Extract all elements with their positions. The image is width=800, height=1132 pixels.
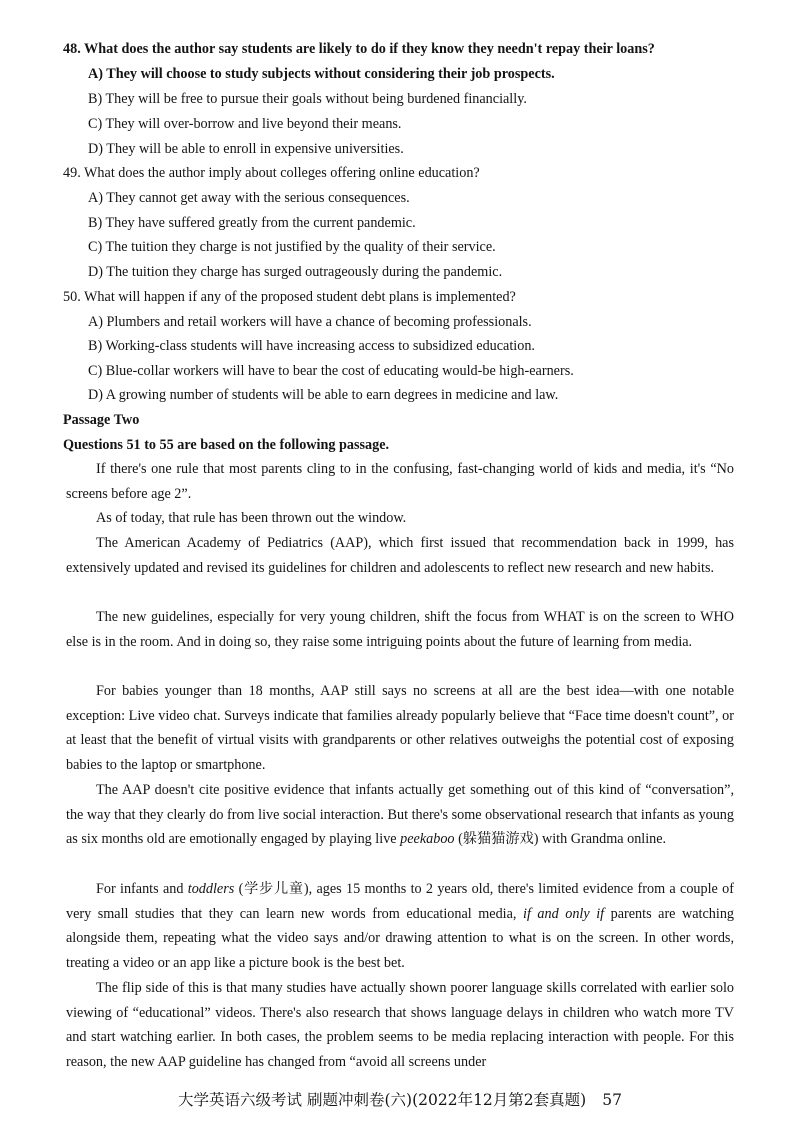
italic-term-peekaboo: peekaboo [400, 831, 455, 848]
option-text: Working-class students will have increasing access to subsidized education. [105, 338, 535, 354]
question-50-option-c [88, 362, 574, 380]
question-text: What will happen if any of the proposed student debt plans is implemented? [84, 289, 516, 305]
paragraph-text: The AAP doesn't cite positive evidence that infants actually get something out of this kind of “conversation”, the way that they clearly do from live social interaction. But there's some observational research that infants as young as six months old are emotionally engaged by playing live [66, 782, 734, 848]
passage-paragraph-8: The flip side of this is that many studies have actually shown poorer language skills correlated with earlier solo viewing of “educational” videos. There's also research that shows language delays in children who watch more TV and start watching earlier. In both cases, the problem seems to be media replacing interaction with people. For this reason, the new AAP guideline has changed from “avoid all screens under [66, 980, 734, 1070]
option-text: They will over-borrow and live beyond their means. [105, 116, 402, 132]
question-50-option-d [88, 386, 558, 404]
paragraph-text: parents are watching alongside them, repeating what the video says and/or drawing attention to what is on the screen. In other words, treating a video or an app like a picture book is the best bet. [66, 905, 735, 971]
option-letter: A) [88, 314, 103, 330]
option-text: Plumbers and retail workers will have a chance of becoming professionals. [106, 314, 532, 330]
question-48-option-a [88, 65, 555, 83]
question-number: 48. [63, 41, 81, 57]
question-50-stem [63, 288, 516, 306]
option-text: They have suffered greatly from the current pandemic. [105, 215, 416, 231]
passage-title: Passage Two [63, 412, 140, 428]
passage-paragraph-7 [66, 877, 734, 975]
italic-term-toddlers: toddlers [187, 881, 235, 897]
option-text: Blue-collar workers will have to bear the cost of educating would-be high-earners. [105, 363, 574, 379]
option-text: A growing number of students will be able to earn degrees in medicine and law. [105, 387, 559, 403]
passage-paragraph-4: The new guidelines, especially for very young children, shift the focus from WHAT is on the screen to WHO else is in the room. And in doing so, they raise some intriguing points about the future of learning from media. [66, 609, 734, 650]
question-50-option-a [88, 313, 532, 331]
page-number: 57 [602, 1091, 622, 1109]
option-letter: C) [88, 363, 103, 379]
passage-paragraph-3: The American Academy of Pediatrics (AAP), which first issued that recommendation back in 1999, has extensively updated and revised its guidelines for children and adolescents to reflect new research and new habits. [66, 535, 734, 576]
question-48-option-c [88, 115, 401, 133]
page-footer [0, 1090, 800, 1110]
passage-paragraph-2: As of today, that rule has been thrown out the window. [96, 510, 407, 526]
option-letter: D) [88, 141, 103, 157]
option-letter: D) [88, 264, 103, 280]
option-letter: B) [88, 338, 103, 354]
question-48-option-d [88, 140, 404, 158]
option-text: They cannot get away with the serious consequences. [106, 190, 410, 206]
option-text: They will choose to study subjects without considering their job prospects. [106, 66, 555, 82]
question-49-option-c [88, 238, 496, 256]
italic-term-if-and-only-if: if and only if [523, 905, 605, 922]
option-letter: C) [88, 239, 103, 255]
option-letter: C) [88, 116, 103, 132]
option-text: They will be able to enroll in expensive universities. [106, 141, 404, 157]
question-number: 49. [63, 165, 81, 181]
option-text: The tuition they charge is not justified by the quality of their service. [105, 239, 496, 255]
option-letter: A) [88, 66, 103, 82]
paragraph-text: (躲猫猫游戏) with Grandma online. [458, 831, 667, 848]
passage-paragraph-6 [66, 778, 734, 852]
footer-title: 大学英语六级考试 刷题冲刺卷(六)(2022年12月第2套真题) [178, 1091, 587, 1109]
paragraph-text: For infants and [96, 881, 184, 897]
question-number: 50. [63, 289, 81, 305]
passage-instruction: Questions 51 to 55 are based on the following passage. [63, 437, 390, 453]
question-49-option-d [88, 263, 502, 281]
question-text: What does the author say students are likely to do if they know they needn't repay their loans? [84, 41, 655, 57]
question-49-option-b [88, 214, 416, 232]
option-text: The tuition they charge has surged outrageously during the pandemic. [106, 264, 503, 280]
option-letter: D) [88, 387, 103, 403]
passage-paragraph-5: For babies younger than 18 months, AAP still says no screens at all are the best idea—with one notable exception: Live video chat. Surveys indicate that families already popularly believe that “Face time doesn't count”, or at least that the benefit of virtual visits with grandparents or other relatives outweighs the potential cost of exposing babies to the laptop or smartphone. [66, 683, 734, 773]
option-text: They will be free to pursue their goals without being burdened financially. [105, 91, 527, 107]
paragraph-text: (学步儿童), ages 15 months to 2 years old, there's limited evidence from a couple of very small studies that they can learn new words from educational media, [66, 881, 734, 922]
question-48-stem [63, 40, 655, 58]
option-letter: B) [88, 91, 103, 107]
question-48-option-b [88, 90, 527, 108]
passage-paragraph-1: If there's one rule that most parents cling to in the confusing, fast-changing world of kids and media, it's “No screens before age 2”. [66, 461, 734, 502]
option-letter: B) [88, 215, 103, 231]
option-letter: A) [88, 190, 103, 206]
question-text: What does the author imply about colleges offering online education? [84, 165, 480, 181]
question-49-stem [63, 164, 480, 182]
question-50-option-b [88, 337, 535, 355]
question-49-option-a [88, 189, 410, 207]
